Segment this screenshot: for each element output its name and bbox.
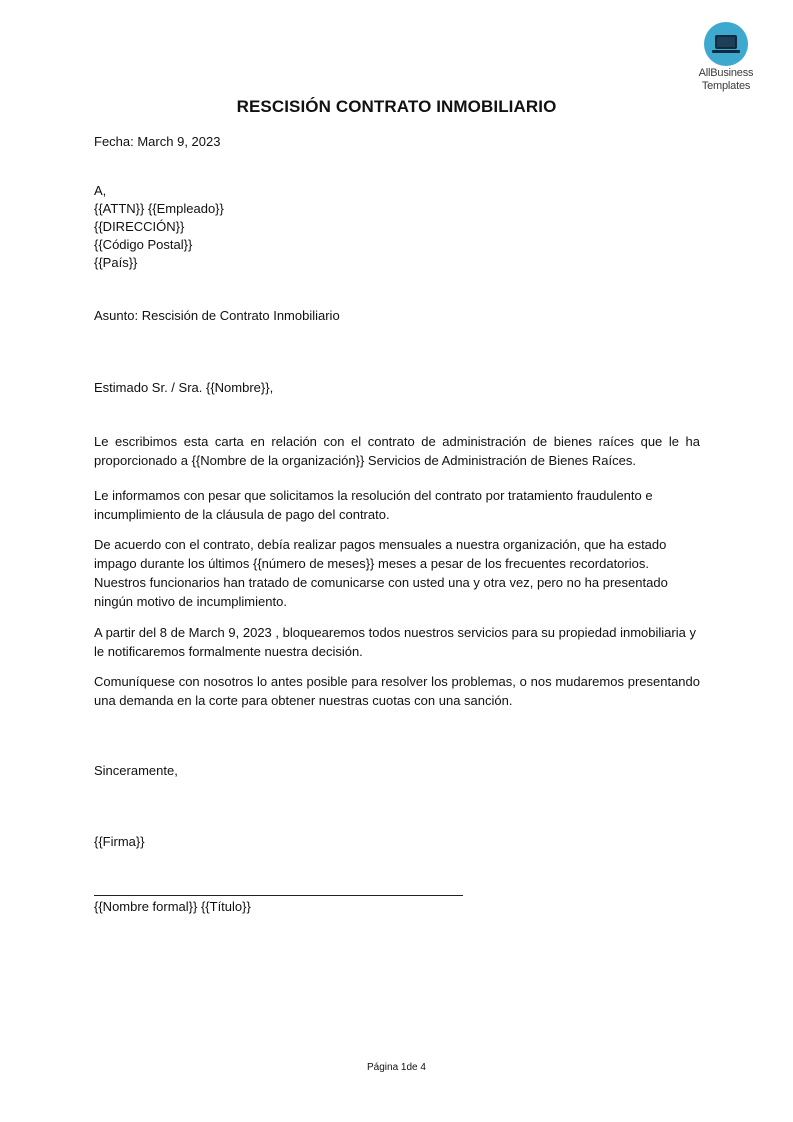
closing: Sinceramente, — [94, 763, 178, 778]
recipient-name: {{ATTN}} {{Empleado}} — [94, 201, 224, 216]
page-number: Página 1de 4 — [367, 1062, 426, 1073]
body-paragraph: Le informamos con pesar que solicitamos la resolución del contrato por tratamiento fraudulento e incumplimiento de la cláusula de pago del contrato. — [94, 488, 653, 522]
allbusiness-templates-logo — [690, 22, 762, 92]
recipient-address: {{DIRECCIÓN}} — [94, 219, 185, 234]
subject-line: Asunto: Rescisión de Contrato Inmobiliario — [94, 308, 340, 323]
signature-placeholder: {{Firma}} — [94, 834, 145, 849]
date-line: Fecha: March 9, 2023 — [94, 134, 221, 149]
document-title: RESCISIÓN CONTRATO INMOBILIARIO — [236, 97, 557, 116]
recipient-greeting: A, — [94, 183, 107, 198]
recipient-country: {{País}} — [94, 255, 138, 270]
signer-name-title: {{Nombre formal}} {{Título}} — [94, 899, 251, 914]
body-paragraph: A partir del 8 de March 9, 2023 , bloquearemos todos nuestros servicios para su propiedad inmobiliaria y le notificaremos formalmente nuestra decisión. — [94, 625, 696, 659]
logo-text-line1: AllBusiness — [698, 67, 754, 79]
signature-line — [94, 895, 463, 896]
salutation: Estimado Sr. / Sra. {{Nombre}}, — [94, 380, 274, 395]
body-paragraph: De acuerdo con el contrato, debía realizar pagos mensuales a nuestra organización, que ha estado impago durante los últimos {{número de meses}} meses a pesar de los frecuentes recordatorios. Nuestros funcionarios han tratado de comunicarse con usted una y otra vez, pero no ha presentado ningún motivo de incumplimiento. — [94, 537, 668, 609]
body-paragraph: Comuníquese con nosotros lo antes posible para resolver los problemas, o nos mudaremos presentando una demanda en la corte para obtener nuestras cuotas con una sanción. — [94, 674, 700, 708]
logo-text-line2: Templates — [701, 80, 751, 92]
recipient-postal-code: {{Código Postal}} — [94, 237, 193, 252]
body-paragraph: Le escribimos esta carta en relación con el contrato de administración de bienes raíces que le ha proporcionado a {{Nombre de la organización}} Servicios de Administración de Bienes Raíces. — [94, 434, 700, 468]
laptop-icon — [704, 22, 748, 66]
